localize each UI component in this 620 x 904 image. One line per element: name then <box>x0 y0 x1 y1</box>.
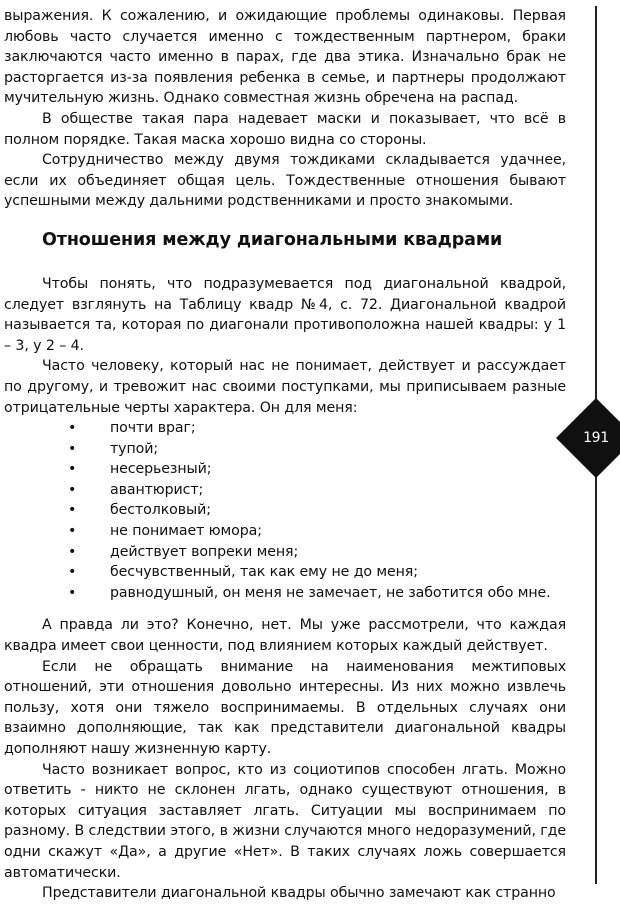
page-text-column <box>4 6 566 904</box>
bullet-icon: • <box>68 502 77 519</box>
list-item <box>4 459 566 480</box>
bullet-icon: • <box>68 420 77 437</box>
paragraph-intro-2: В обществе такая пара надевает маски и показывает, что всё в полном порядке. Такая маска хорошо видна со стороны. <box>4 110 566 148</box>
spacer <box>4 603 566 615</box>
paragraph-intro-3: Сотрудничество между двумя тождиками складывается удачнее, если их объединяет общая цель. Тождественные отношения бывают успешными между дальними родственниками и просто знакомыми. <box>4 152 566 210</box>
list-item <box>4 418 566 439</box>
page-number-badge <box>555 397 620 479</box>
list-item-text: бестолковый; <box>110 502 211 519</box>
list-item-text: не понимает юмора; <box>110 523 262 540</box>
paragraph-intro-1: выражения. К сожалению, и ожидающие проблемы одинаковы. Первая любовь часто случается именно с тождественным партнером, браки заключаются часто именно в парах, где два этика. Изначально брак не расторгается из-за появления ребенка в семье, и партнеры продолжают мучительную жизнь. Однако совместная жизнь обречена на распад. <box>4 8 566 107</box>
bullet-icon: • <box>68 523 77 540</box>
list-item-text: авантюрист; <box>110 481 204 498</box>
list-item-text: почти враг; <box>110 420 196 437</box>
list-item <box>4 480 566 501</box>
bullet-icon: • <box>68 481 77 498</box>
list-item-text: равнодушный, он меня не замечает, не заботится обо мне. <box>110 584 551 601</box>
list-item <box>4 521 566 542</box>
bullet-icon: • <box>68 543 77 560</box>
bullet-icon: • <box>68 461 77 478</box>
list-item <box>4 500 566 521</box>
list-item-text: действует вопреки меня; <box>110 543 299 560</box>
list-item <box>4 439 566 460</box>
paragraph-closing-3: Часто возникает вопрос, кто из социотипов способен лгать. Можно ответить - никто не склонен лгать, однако существуют отношения, в которых ситуация заставляет лгать. Ситуации мы воспринимаем по разному. В следствии этого, в жизни случаются много недоразумений, где одни скажут «Да», а другие «Нет». В таких случаях ложь совершается автоматически. <box>4 761 566 881</box>
section-heading: Отношения между диагональными квадрами <box>42 229 503 250</box>
list-item <box>4 562 566 583</box>
list-item-text: несерьезный; <box>110 461 212 478</box>
page-number: 191 <box>583 430 609 446</box>
paragraph-closing-4: Представители диагональной квадры обычно замечают как странно <box>42 885 556 902</box>
list-item <box>4 542 566 563</box>
list-item-text: бесчувственный, так как ему не до меня; <box>110 564 418 581</box>
list-item <box>4 583 566 604</box>
paragraph-closing-1: А правда ли это? Конечно, нет. Мы уже рассмотрели, что каждая квадра имеет свои ценности, под влиянием которых каждый действует. <box>4 617 566 655</box>
trait-list <box>4 418 566 603</box>
list-item-text: тупой; <box>110 440 159 457</box>
bullet-icon: • <box>68 564 77 581</box>
paragraph-section-2: Часто человеку, который нас не понимает, действует и рассуждает по другому, и тревожит нас своими поступками, мы приписываем разные отрицательные черты характера. Он для меня: <box>4 358 566 416</box>
paragraph-closing-2: Если не обращать внимание на наименования межтиповых отношений, эти отношения довольно интересны. Из них можно извлечь пользу, хотя они тяжело воспринимаемы. В отдельных случаях они взаимно дополняющие, так как представители диагональной квадры дополняют нашу жизненную карту. <box>4 658 566 757</box>
bullet-icon: • <box>68 440 77 457</box>
bullet-icon: • <box>68 584 77 601</box>
paragraph-section-1: Чтобы понять, что подразумевается под диагональной квадрой, следует взглянуть на Таблицу квадр №4, с. 72. Диагональной квадрой называется та, которая по диагонали противоположна нашей квадры: у 1 – 3, у 2 – 4. <box>4 275 566 354</box>
